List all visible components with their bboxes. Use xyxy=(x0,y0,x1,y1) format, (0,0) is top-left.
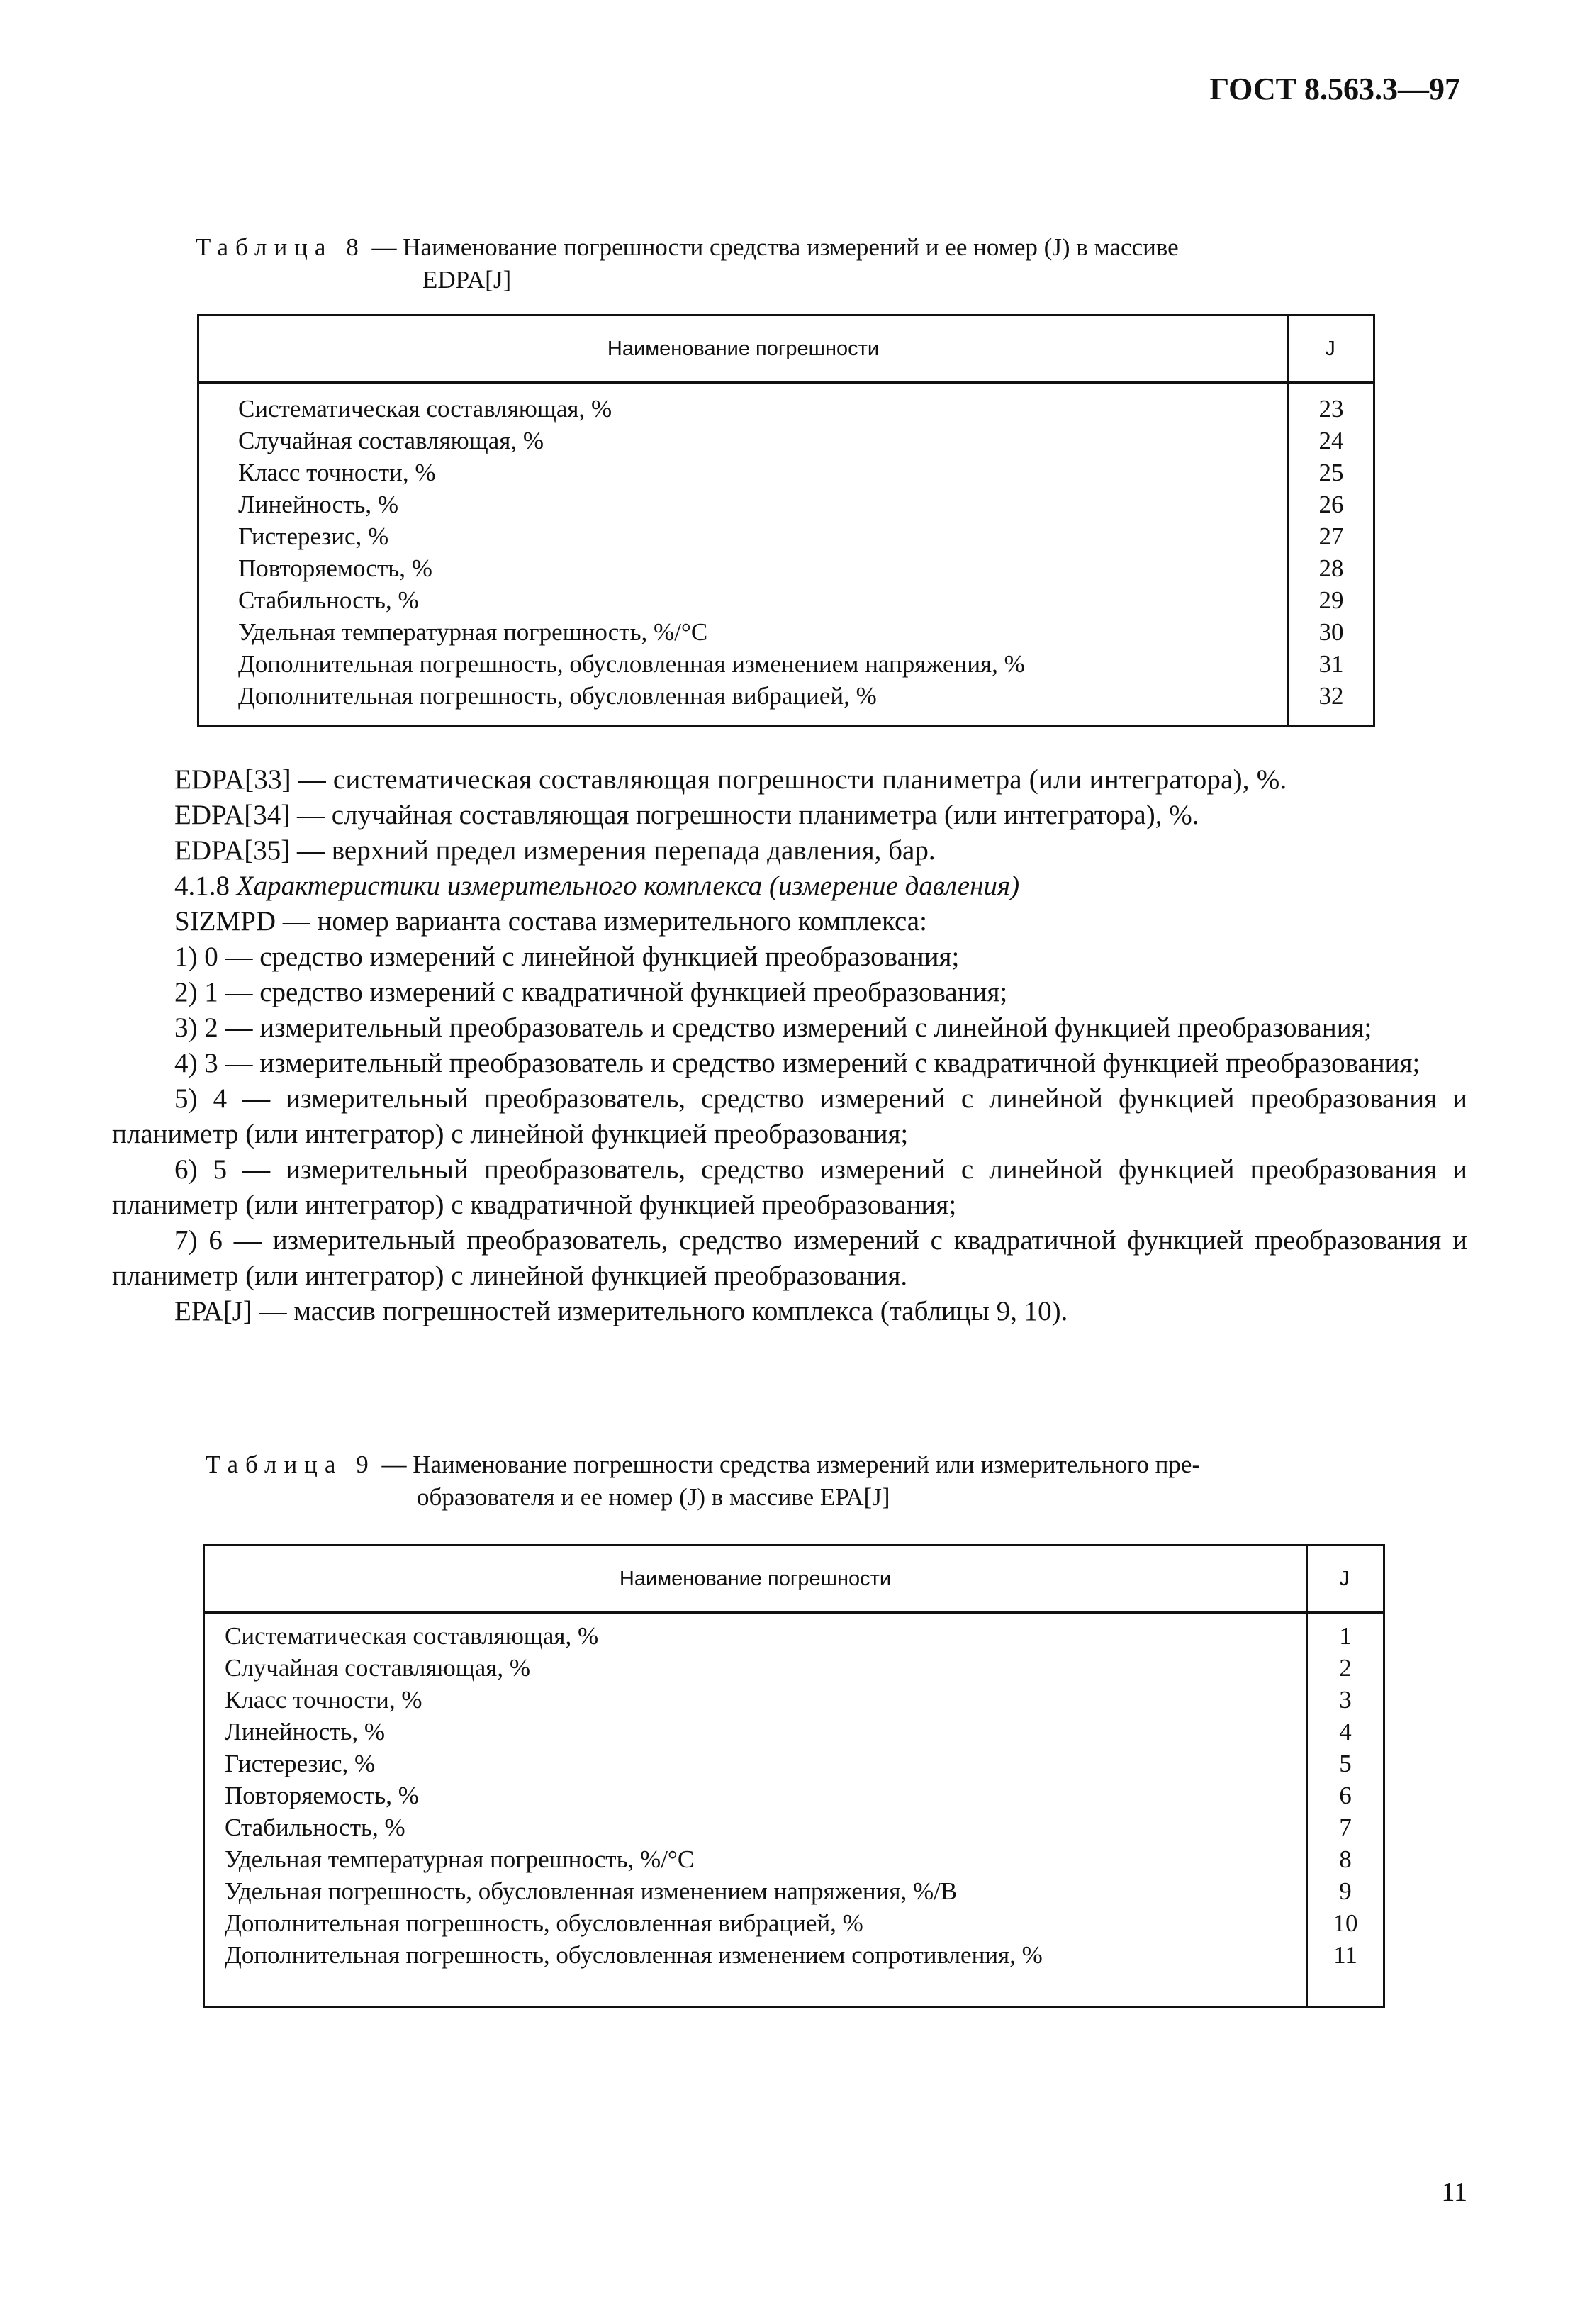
row-j: 8 xyxy=(1339,1845,1352,1873)
epa-line: ЕРА[J] — массив погрешностей измерительного комплекса (таблицы 9, 10). xyxy=(174,1296,1068,1326)
table-row xyxy=(205,1748,1383,1780)
list-item: 4) 3 — измерительный преобразователь и средство измерений с квадратичной функцией преобразования; xyxy=(174,1048,1421,1078)
table-row xyxy=(199,393,1373,425)
row-name: Повторяемость, % xyxy=(238,554,432,582)
row-j: 30 xyxy=(1318,618,1344,646)
row-name: Повторяемость, % xyxy=(225,1782,419,1809)
table9 xyxy=(203,1544,1385,2008)
row-j: 27 xyxy=(1318,523,1344,550)
table-row xyxy=(205,1620,1383,1652)
sizmpd-line: SIZMPD — номер варианта состава измерительного комплекса: xyxy=(174,906,927,937)
row-j: 4 xyxy=(1339,1718,1352,1745)
table9-body xyxy=(205,1620,1383,1971)
list-item: 6) 5 — измерительный преобразователь, средство измерений с линейной функцией преобразования и планиметр (или интегратор) с квадратичной функцией преобразования; xyxy=(112,1154,1467,1220)
table-row xyxy=(199,648,1373,680)
row-name: Класс точности, % xyxy=(225,1686,422,1714)
table9-col-j: J xyxy=(1339,1567,1350,1590)
row-name: Гистерезис, % xyxy=(225,1750,376,1777)
table-row xyxy=(205,1684,1383,1716)
table-row xyxy=(199,680,1373,712)
page-number: 11 xyxy=(1441,2177,1467,2207)
table9-caption xyxy=(206,1448,1474,1514)
row-name: Дополнительная погрешность, обусловленная вибрацией, % xyxy=(225,1909,863,1937)
row-j: 26 xyxy=(1318,491,1344,518)
list-item: 7) 6 — измерительный преобразователь, средство измерений с квадратичной функцией преобразования и планиметр (или интегратор) с линейной функцией преобразования. xyxy=(112,1225,1467,1291)
edpa35-line: EDPA[35] — верхний предел измерения перепада давления, бар. xyxy=(174,835,936,866)
row-j: 28 xyxy=(1318,554,1344,582)
table-row xyxy=(205,1843,1383,1875)
row-j: 7 xyxy=(1339,1814,1352,1841)
row-j: 32 xyxy=(1318,682,1344,710)
section-title: Характеристики измерительного комплекса (измерение давления) xyxy=(236,871,1020,901)
table8-col-j: J xyxy=(1325,337,1335,360)
row-name: Удельная температурная погрешность, %/°С xyxy=(225,1845,695,1873)
table-row xyxy=(205,1939,1383,1971)
row-name: Систематическая составляющая, % xyxy=(238,395,612,423)
table9-caption-lead: Таблица 9 xyxy=(206,1451,376,1478)
row-j: 11 xyxy=(1333,1941,1357,1969)
row-name: Дополнительная погрешность, обусловленная изменением сопротивления, % xyxy=(225,1941,1043,1969)
row-name: Удельная погрешность, обусловленная изменением напряжения, %/В xyxy=(225,1877,958,1905)
table-row xyxy=(205,1907,1383,1939)
table-row xyxy=(199,425,1373,457)
row-j: 5 xyxy=(1339,1750,1352,1777)
table-row xyxy=(199,584,1373,616)
row-j: 6 xyxy=(1339,1782,1352,1809)
row-name: Случайная составляющая, % xyxy=(225,1654,531,1682)
table9-caption-text: — Наименование погрешности средства измерений или измерительного пре- xyxy=(375,1451,1201,1478)
row-name: Дополнительная погрешность, обусловленная изменением напряжения, % xyxy=(238,650,1025,678)
table9-header xyxy=(205,1546,1383,1614)
document-header: ГОСТ 8.563.3—97 xyxy=(1209,72,1460,106)
row-j: 10 xyxy=(1333,1909,1358,1937)
table-row xyxy=(199,457,1373,488)
edpa34-line: EDPA[34] — случайная составляющая погрешности планиметра (или интегратора), %. xyxy=(174,800,1199,830)
body-text xyxy=(112,762,1467,1329)
row-name: Линейность, % xyxy=(238,491,399,518)
row-name: Стабильность, % xyxy=(238,586,419,614)
row-j: 1 xyxy=(1339,1622,1352,1650)
row-j: 23 xyxy=(1318,395,1344,423)
table-row xyxy=(205,1875,1383,1907)
row-j: 2 xyxy=(1339,1654,1352,1682)
row-j: 31 xyxy=(1318,650,1344,678)
table-row xyxy=(205,1780,1383,1811)
row-name: Стабильность, % xyxy=(225,1814,405,1841)
table-row xyxy=(199,552,1373,584)
row-j: 3 xyxy=(1339,1686,1352,1714)
row-name: Класс точности, % xyxy=(238,459,436,486)
table-row xyxy=(205,1716,1383,1748)
row-name: Случайная составляющая, % xyxy=(238,427,544,454)
table9-caption-line2: образователя и ее номер (J) в массиве ЕРА[J] xyxy=(417,1483,890,1511)
table-row xyxy=(199,616,1373,648)
table8-caption-lead: Таблица 8 xyxy=(196,233,366,261)
table-row xyxy=(199,520,1373,552)
table8-body xyxy=(199,393,1373,712)
row-name: Дополнительная погрешность, обусловленная вибрацией, % xyxy=(238,682,877,710)
row-j: 9 xyxy=(1339,1877,1352,1905)
row-name: Линейность, % xyxy=(225,1718,386,1745)
list-item: 5) 4 — измерительный преобразователь, средство измерений с линейной функцией преобразования и планиметр (или интегратор) с линейной функцией преобразования; xyxy=(112,1083,1467,1149)
table8 xyxy=(197,314,1375,727)
list-item: 2) 1 — средство измерений с квадратичной функцией преобразования; xyxy=(174,977,1008,1007)
list-item: 1) 0 — средство измерений с линейной функцией преобразования; xyxy=(174,942,960,972)
row-name: Систематическая составляющая, % xyxy=(225,1622,599,1650)
table9-col-name: Наименование погрешности xyxy=(619,1567,892,1590)
table-row xyxy=(205,1811,1383,1843)
row-j: 24 xyxy=(1318,427,1344,454)
row-name: Гистерезис, % xyxy=(238,523,389,550)
table8-caption-text: — Наименование погрешности средства измерений и ее номер (J) в массиве xyxy=(365,233,1179,261)
row-j: 25 xyxy=(1318,459,1344,486)
edpa33-line: EDPA[33] — систематическая составляющая погрешности планиметра (или интегратора), %. xyxy=(174,764,1287,795)
row-j: 29 xyxy=(1318,586,1344,614)
section-heading xyxy=(112,868,1467,904)
table-row xyxy=(205,1652,1383,1684)
row-name: Удельная температурная погрешность, %/°С xyxy=(238,618,708,646)
table8-caption-line2: EDPA[J] xyxy=(422,266,512,294)
section-number: 4.1.8 xyxy=(174,871,237,901)
list-item: 3) 2 — измерительный преобразователь и средство измерений с линейной функцией преобразования; xyxy=(174,1012,1372,1043)
table8-header xyxy=(199,316,1373,384)
table8-caption xyxy=(196,231,1464,296)
table-row xyxy=(199,488,1373,520)
table8-col-name: Наименование погрешности xyxy=(607,337,880,360)
